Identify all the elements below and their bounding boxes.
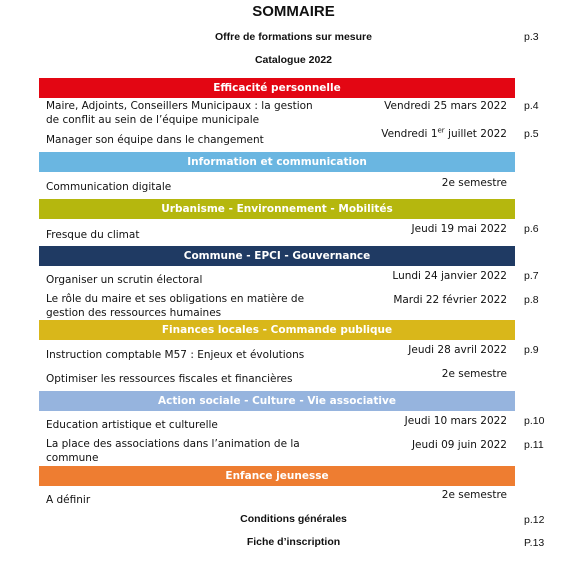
- list-item-text: Optimiser les ressources fiscales et financières: [46, 373, 293, 385]
- list-item-text: Communication digitale: [46, 181, 172, 193]
- list-item-date: 2e semestre: [441, 177, 507, 189]
- list-item-date: Jeudi 10 mars 2022: [404, 415, 507, 427]
- footer-inscription-label: Fiche d’inscription: [246, 536, 341, 548]
- list-item-page: p.6: [524, 223, 539, 235]
- section-band-social: Action sociale - Culture - Vie associative: [39, 391, 515, 411]
- list-item-date: Mardi 22 février 2022: [393, 294, 507, 306]
- list-item-page: p.10: [524, 415, 545, 427]
- list-item-date: 2e semestre: [441, 489, 507, 501]
- list-item-page: p.9: [524, 344, 539, 356]
- section-band-urbanisme: Urbanisme - Environnement - Mobilités: [39, 199, 515, 219]
- list-item-date: Lundi 24 janvier 2022: [392, 270, 507, 282]
- section-band-commune: Commune - EPCI - Gouvernance: [39, 246, 515, 266]
- list-item-text: Organiser un scrutin électoral: [46, 274, 203, 286]
- list-item-date: Jeudi 19 mai 2022: [411, 223, 507, 235]
- list-item-date: Vendredi 1er juillet 2022: [381, 126, 507, 140]
- intro-page: p.3: [524, 31, 539, 43]
- list-item-date: Jeudi 09 juin 2022: [411, 439, 507, 451]
- list-item-text: Manager son équipe dans le changement: [46, 134, 264, 146]
- list-item-text: Fresque du climat: [46, 229, 140, 241]
- section-band-finances: Finances locales - Commande publique: [39, 320, 515, 340]
- list-item-text: Maire, Adjoints, Conseillers Municipaux : la gestion de conflit au sein de l’équipe municipale: [46, 100, 313, 126]
- footer-conditions-label: Conditions générales: [240, 513, 347, 525]
- list-item-page: p.8: [524, 294, 539, 306]
- list-item-date: Jeudi 28 avril 2022: [408, 344, 507, 356]
- list-item-text: A définir: [46, 494, 91, 506]
- list-item-text: Le rôle du maire et ses obligations en matière de gestion des ressources humaines: [46, 293, 305, 319]
- list-item-text: La place des associations dans l’animation de la commune: [46, 438, 300, 464]
- section-band-enfance: Enfance jeunesse: [39, 466, 515, 486]
- intro-row-catalogue: [0, 54, 587, 72]
- list-item-text: Instruction comptable M57 : Enjeux et évolutions: [46, 349, 305, 361]
- page-title: SOMMAIRE: [252, 3, 335, 20]
- list-item-page: p.11: [524, 439, 544, 451]
- list-item-date: Vendredi 25 mars 2022: [384, 100, 507, 112]
- list-item-page: p.4: [524, 100, 539, 112]
- list-item-page: p.5: [524, 128, 539, 140]
- section-band-information: Information et communication: [39, 152, 515, 172]
- intro-row-offre: [0, 31, 587, 49]
- section-band-efficacite: Efficacité personnelle: [39, 78, 515, 98]
- footer-inscription-page: P.13: [524, 537, 545, 549]
- list-item-date: 2e semestre: [441, 368, 507, 380]
- footer-conditions-page: p.12: [524, 514, 545, 526]
- list-item-text: Education artistique et culturelle: [46, 419, 218, 431]
- intro-label: Catalogue 2022: [254, 54, 333, 66]
- list-item-page: p.7: [524, 270, 539, 282]
- intro-label: Offre de formations sur mesure: [215, 31, 372, 43]
